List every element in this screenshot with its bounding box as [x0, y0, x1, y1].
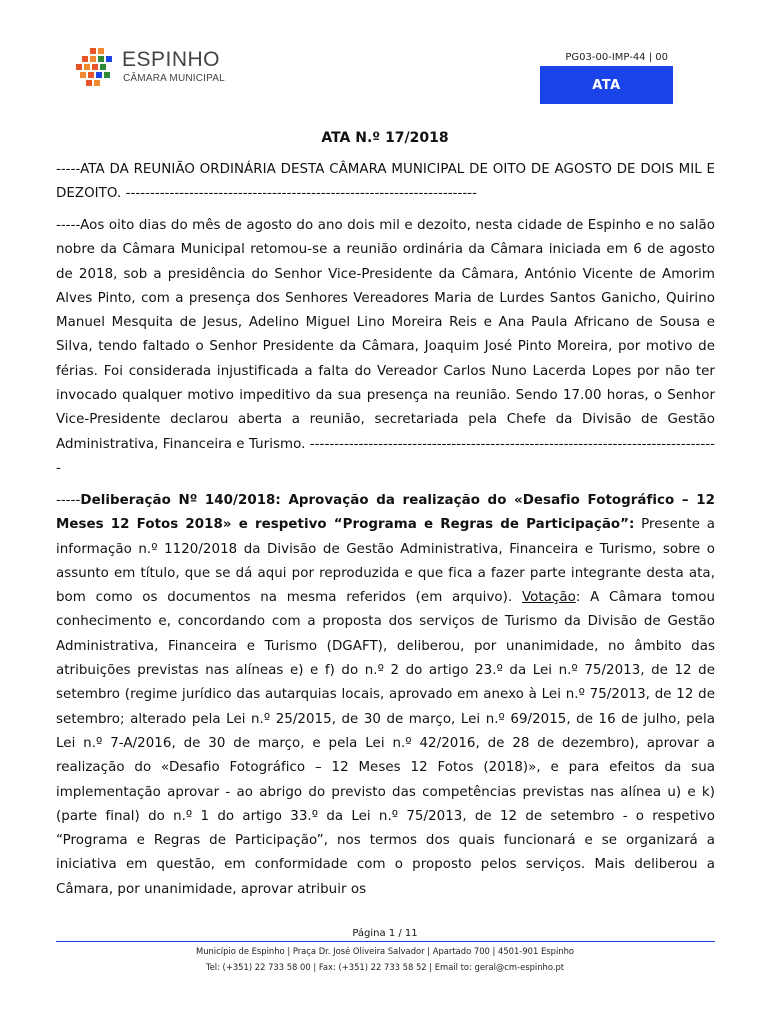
espinho-logo-mark-icon	[76, 48, 116, 88]
votacao-label: Votação	[521, 590, 576, 606]
footer-contacts: Tel: (+351) 22 733 58 00 | Fax: (+351) 22 733 58 52 | Email to: geral@cm-espinho.pt	[205, 962, 565, 972]
paragraph-opening: -----Aos oito dias do mês de agosto do ano dois mil e dezoito, nesta cidade de Espinho e no salão nobre da Câmara Municipal retomou-se a reunião ordinária da Câmara iniciada em 6 de agosto de 2018, sob a presidência do Senhor Vice-Presidente da Câmara, António Vicente de Amorim Alves Pinto, com a presença dos Senhores Vereadores Maria de Lurdes Santos Ganicho, Quirino Manuel Mesquita de Jesus, Adelino Miguel Lino Moreira Reis e Ana Paula Africano de Sousa e Silva, tendo faltado o Senhor Presidente da Câmara, Joaquim José Pinto Moreira, por motivo de férias. Foi considerada injustificada a falta do Vereador Carlos Nuno Lacerda Lopes por não ter invocado qualquer motivo impeditivo da sua presença na reunião. Sendo 17.00 horas, o Senhor Vice-Presidente declarou aberta a reunião, secretariada pela Chefe da Divisão de Gestão Administrativa, Financeira e Turismo. ------------------------------------------------------------------------------------	[56, 218, 715, 476]
deliberation-text-2: : A Câmara tomou conhecimento e, concordando com a proposta dos serviços de Turismo da Divisão de Gestão Administrativa, Financeira e Turismo (DGAFT), deliberou, por unanimidade, no âmbito das atribuições previstas nas alíneas e) e f) do n.º 2 do artigo 23.º da Lei n.º 75/2013, de 12 de setembro (regime jurídico das autarquias locais, aprovado em anexo à Lei n.º 75/2013, de 12 de setembro; alterado pela Lei n.º 25/2015, de 30 de março, Lei n.º 69/2015, de 16 de julho, pela Lei n.º 7-A/2016, de 30 de março, e pela Lei n.º 42/2016, de 28 de dezembro), aprovar a realização do «Desafio Fotográfico – 12 Meses 12 Fotos (2018)», e para efeitos da sua implementação aprovar - ao abrigo do previsto das competências previstas nas alínea u) e k) (parte final) do n.º 1 do artigo 33.º da Lei n.º 75/2013, de 12 de setembro - o respetivo “Programa e Regras de Participação”, nos termos dos quais funcionará e se organizará a iniciativa em questão, em conformidade com o proposto pelos serviços. Mais deliberou a Câmara, por unanimidade, aprovar atribuir os	[56, 590, 715, 897]
footer-divider	[56, 941, 715, 942]
logo-name: ESPINHO	[122, 48, 221, 71]
document-ref-code: PG03-00-IMP-44 | 00	[565, 52, 668, 63]
footer-address: Município de Espinho | Praça Dr. José Oliveira Salvador | Apartado 700 | 4501-901 Espinho	[195, 946, 575, 956]
deliberation-text-1: Presente a informação n.º 1120/2018 da Divisão de Gestão Administrativa, Financeira e Turismo, sobre o assunto em título, que se dá aqui por reproduzida e que fica a fazer parte integrante desta ata, bom como os documentos na mesma referidos (em arquivo).	[56, 517, 715, 606]
doc-type-badge: ATA	[540, 66, 673, 104]
deliberation-title: Deliberação Nº 140/2018: Aprovação da realização do «Desafio Fotográfico – 12 Meses 12 Fotos 2018» e respetivo “Programa e Regras de Participação”:	[56, 493, 715, 533]
paragraph-deliberation	[56, 489, 715, 902]
logo-subtitle: CÂMARA MUNICIPAL	[123, 73, 225, 84]
document-title: ATA N.º 17/2018	[321, 130, 449, 146]
page-number: Página 1 / 11	[352, 928, 418, 939]
espinho-logo	[76, 46, 246, 90]
paragraph-heading: -----ATA DA REUNIÃO ORDINÁRIA DESTA CÂMARA MUNICIPAL DE OITO DE AGOSTO DE DOIS MIL E DEZOITO. ------------------------------------------------------------------------	[56, 162, 715, 202]
deliberation-lead: -----	[56, 493, 81, 508]
